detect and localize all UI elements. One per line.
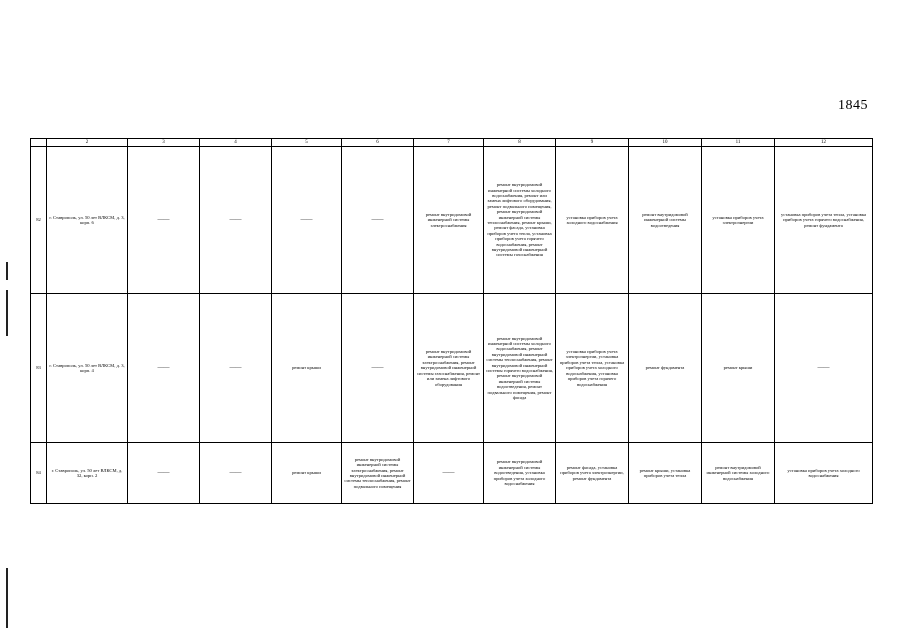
table-cell: ремонт внутридомовой инженерной системы водоотведения, установка приборов учета холодного водоснабжения [484, 443, 556, 504]
table-cell [272, 147, 342, 294]
column-header-row [31, 139, 873, 147]
table-cell: установка приборов учета тепла, установка приборов учета горячего водоснабжения, ремонт фундамента [775, 147, 873, 294]
table-cell: ремонт внутридомовой инженерной системы холодного водоснабжения, ремонт внутридомовой инженерной системы теплоснабжения, ремонт внутридомовой инженерной системы горячего водоснабжения, ремонт внутридомовой инженерной системы водоотведения, ремонт подвального помещения, ремонт фасада [484, 294, 556, 443]
dash-placeholder: —— [229, 470, 242, 476]
dash-placeholder: —— [229, 217, 242, 223]
margin-mark [6, 568, 8, 628]
table-cell: ремонт внутридомовой инженерной системы холодного водоснабжения, ремонт или замена лифтового оборудования, ремонт подвального помещения, ремонт внутридомовой инженерной системы теплоснабжения, ремонт крыши, ремонт фасада, установка приборов учета тепла, установка приборов учета горячего водоснабжения, ремонт внутридомовой инженерной системы газоснабжения [484, 147, 556, 294]
dash-placeholder: —— [442, 470, 455, 476]
page-number: 1845 [838, 98, 868, 113]
dash-placeholder: —— [229, 365, 242, 371]
table-cell: ремонт внутридомовой инженерной системы электроснабжения, ремонт внутридомовой инженерной системы газоснабжения, ремонт или замена лифтового оборудования [414, 294, 484, 443]
table-row [31, 443, 873, 504]
address-cell: г. Ставрополь, ул. 50 лет ВЛКСМ, д. 32, корп. 2 [47, 443, 128, 504]
dash-placeholder: —— [371, 217, 384, 223]
table-cell: установка приборов учета холодного водоснабжения [775, 443, 873, 504]
column-header: 11 [702, 139, 775, 147]
column-header: 4 [200, 139, 272, 147]
works-table [30, 138, 873, 504]
margin-mark [6, 290, 8, 336]
table-cell [342, 294, 414, 443]
column-header [31, 139, 47, 147]
table-cell [200, 147, 272, 294]
table-cell [775, 294, 873, 443]
table-cell: ремонт внутридомовой инженерной системы холодного водоснабжения [702, 443, 775, 504]
table-cell: ремонт крыши [272, 294, 342, 443]
table-cell: ремонт внутридомовой инженерной системы электроснабжения, ремонт внутридомовой инженерной системы теплоснабжения, ремонт подвального помещения [342, 443, 414, 504]
table-cell [200, 294, 272, 443]
table-cell: ремонт крыши, установка приборов учета тепла [629, 443, 702, 504]
address-cell: г. Ставрополь, ул. 50 лет ВЛКСМ, д. 3, корп. 4 [47, 294, 128, 443]
table-cell: ремонт крыши [702, 294, 775, 443]
row-number: 84 [31, 443, 47, 504]
table-cell [342, 147, 414, 294]
column-header: 9 [556, 139, 629, 147]
table-cell: ремонт крыши [272, 443, 342, 504]
column-header: 7 [414, 139, 484, 147]
table-cell [128, 147, 200, 294]
table-cell: ремонт внутридомовой инженерной системы электроснабжения [414, 147, 484, 294]
dash-placeholder: —— [300, 217, 313, 223]
table-cell [128, 294, 200, 443]
column-header: 12 [775, 139, 873, 147]
row-number: 83 [31, 294, 47, 443]
dash-placeholder: —— [157, 470, 170, 476]
dash-placeholder: —— [157, 365, 170, 371]
column-header: 8 [484, 139, 556, 147]
column-header: 3 [128, 139, 200, 147]
table-cell [128, 443, 200, 504]
table-row [31, 147, 873, 294]
row-number: 82 [31, 147, 47, 294]
table-cell: ремонт фасада, установка приборов учета электроэнергии, ремонт фундамента [556, 443, 629, 504]
dash-placeholder: —— [371, 365, 384, 371]
dash-placeholder: —— [817, 365, 830, 371]
table-cell: ремонт фундамента [629, 294, 702, 443]
column-header: 5 [272, 139, 342, 147]
column-header: 2 [47, 139, 128, 147]
table-cell: установка приборов учета электроэнергии, установка приборов учета тепла, установка приборов учета холодного водоснабжения, установка приборов учета горячего водоснабжения [556, 294, 629, 443]
column-header: 10 [629, 139, 702, 147]
column-header: 6 [342, 139, 414, 147]
table-cell: установка приборов учета холодного водоснабжения [556, 147, 629, 294]
dash-placeholder: —— [157, 217, 170, 223]
margin-mark [6, 262, 8, 280]
table-cell [200, 443, 272, 504]
table-cell [414, 443, 484, 504]
table-cell: установка приборов учета электроэнергии [702, 147, 775, 294]
table-row [31, 294, 873, 443]
address-cell: г. Ставрополь, ул. 50 лет ВЛКСМ, д. 3, корп. 6 [47, 147, 128, 294]
table-cell: ремонт внутридомовой инженерной системы водоотведения [629, 147, 702, 294]
